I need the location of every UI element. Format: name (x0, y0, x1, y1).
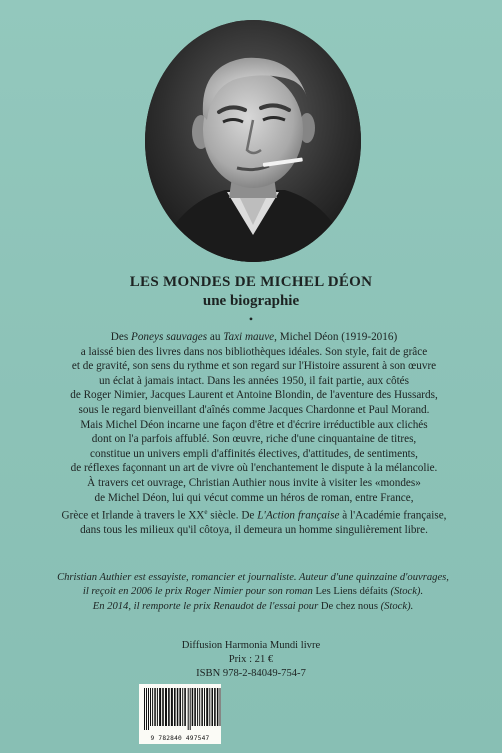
barcode-bar (171, 688, 173, 726)
barcode-bar (144, 688, 145, 730)
barcode-bar (154, 688, 156, 726)
barcode-bar (168, 688, 170, 726)
author-note-segment: il reçoit en 2006 le prix Roger Nimier pour son roman (82, 586, 316, 598)
book-title: LES MONDES DE MICHEL DÉON (129, 274, 373, 290)
barcode-bar (179, 688, 181, 726)
author-note-segment: De chez nous (320, 600, 378, 612)
blurb-line (44, 403, 464, 418)
blurb-line (44, 491, 464, 506)
publication-info (0, 639, 502, 682)
blurb-line (44, 476, 464, 491)
blurb-line (44, 418, 464, 433)
blurb-segment: Poneys sauvages (131, 331, 208, 343)
blurb-line (44, 447, 464, 462)
barcode-bar (212, 688, 214, 726)
barcode-bar (206, 688, 208, 726)
blurb-segment: dont on l'a parfois affublé. Son œuvre, riche d'une cinquantaine de titres, (91, 433, 417, 446)
barcode-bar (220, 688, 221, 726)
barcode-bar (204, 688, 205, 726)
blurb-segment: de réflexes façonnant un art de vivre où l'enchantement le dispute à la mélancolie. (70, 462, 438, 475)
barcode-bar (165, 688, 167, 726)
blurb-segment: de Roger Nimier, Jacques Laurent et Antoine Blondin, de l'aventure des Hussards, (70, 389, 438, 402)
author-note-segment: (Stock). (377, 600, 414, 612)
barcode-digits: 9 782840 497547 (150, 735, 210, 742)
barcode-bar (214, 688, 216, 726)
blurb-segment: constitue un univers empli d'affinités électives, d'attitudes, de sentiments, (90, 447, 418, 460)
blurb-segment: Taxi mauve (223, 331, 275, 343)
barcode-bar (159, 688, 161, 726)
price-line: Prix : 21 € (228, 654, 274, 666)
author-note-line (30, 571, 476, 585)
barcode-bar (157, 688, 158, 726)
blurb-line (44, 461, 464, 476)
barcode-bar (152, 688, 153, 726)
blurb-segment: e (204, 508, 208, 517)
author-note-segment: (Stock). (387, 586, 424, 598)
barcode-bar (174, 688, 176, 726)
author-portrait (145, 20, 361, 262)
blurb-segment: Mais Michel Déon incarne une façon d'être et d'écrire irréductible aux clichés (80, 418, 428, 431)
barcode-bar (162, 688, 164, 726)
title-separator: • (248, 312, 254, 326)
barcode-bar (148, 688, 149, 730)
author-note (30, 571, 476, 614)
barcode-bar (190, 688, 191, 730)
blurb-segment: dans tous les milieux qu'il côtoya, il demeura un homme singulièrement libre. (80, 524, 428, 537)
isbn-line: ISBN 978-2-84049-754-7 (196, 668, 306, 680)
blurb-line (44, 388, 464, 403)
blurb-segment: à l'Académie française, (339, 509, 447, 522)
author-note-segment: Christian Authier est essayiste, romancier et journaliste. Auteur d'une quinzaine d'ouvrages, (57, 572, 449, 583)
blurb-text (44, 330, 464, 538)
barcode-bar (194, 688, 196, 726)
barcode-bar (201, 688, 203, 726)
blurb-segment: , Michel Déon (1919-2016) (274, 331, 398, 343)
distribution-line: Diffusion Harmonia Mundi livre (181, 640, 321, 651)
barcode-bar (192, 688, 194, 726)
blurb-line (44, 432, 464, 447)
blurb-segment: un éclat à jamais intact. Dans les années 1950, il fait partie, aux côtés (98, 374, 410, 387)
blurb-line (44, 374, 464, 389)
barcode-bar (199, 688, 200, 726)
barcode-bar (146, 688, 147, 730)
blurb-segment: et de gravité, son sens du rythme et son regard sur l'Histoire assurent à son œuvre (71, 360, 437, 373)
blurb-segment: À travers cet ouvrage, Christian Authier nous invite à visiter les «mondes» (87, 476, 421, 489)
barcode-bar (150, 688, 151, 726)
blurb-segment: Grèce et Irlande à travers le XX (61, 509, 205, 522)
blurb-segment: au (207, 331, 224, 343)
blurb-line (44, 523, 464, 538)
book-subtitle: une biographie (202, 293, 300, 309)
blurb-line (44, 359, 464, 374)
author-note-line (30, 600, 476, 614)
author-note-segment: Les Liens défaits (315, 586, 388, 598)
barcode-bar (177, 688, 179, 726)
author-note-line (30, 585, 476, 599)
blurb-segment: Des (110, 331, 131, 343)
barcode-bar (209, 688, 210, 726)
blurb-segment: siècle. De (207, 509, 258, 522)
blurb-line (44, 345, 464, 360)
blurb-line (44, 330, 464, 345)
barcode-bar (197, 688, 198, 726)
barcode (139, 684, 221, 744)
blurb-line (44, 505, 464, 523)
barcode-bar (184, 688, 186, 726)
blurb-segment: sous le regard bienveillant d'aînés comme Jacques Chardonne et Paul Morand. (78, 403, 430, 416)
blurb-segment: L'Action française (257, 509, 340, 522)
barcode-bar (182, 688, 183, 726)
blurb-segment: a laissé bien des livres dans nos bibliothèques idéales. Son style, fait de grâce (80, 345, 428, 358)
blurb-segment: de Michel Déon, lui qui vécut comme un héros de roman, entre France, (94, 491, 414, 504)
barcode-bar (217, 688, 219, 726)
author-note-segment: En 2014, il remporte le prix Renaudot de l'essai pour (92, 600, 321, 612)
barcode-bar (188, 688, 189, 730)
